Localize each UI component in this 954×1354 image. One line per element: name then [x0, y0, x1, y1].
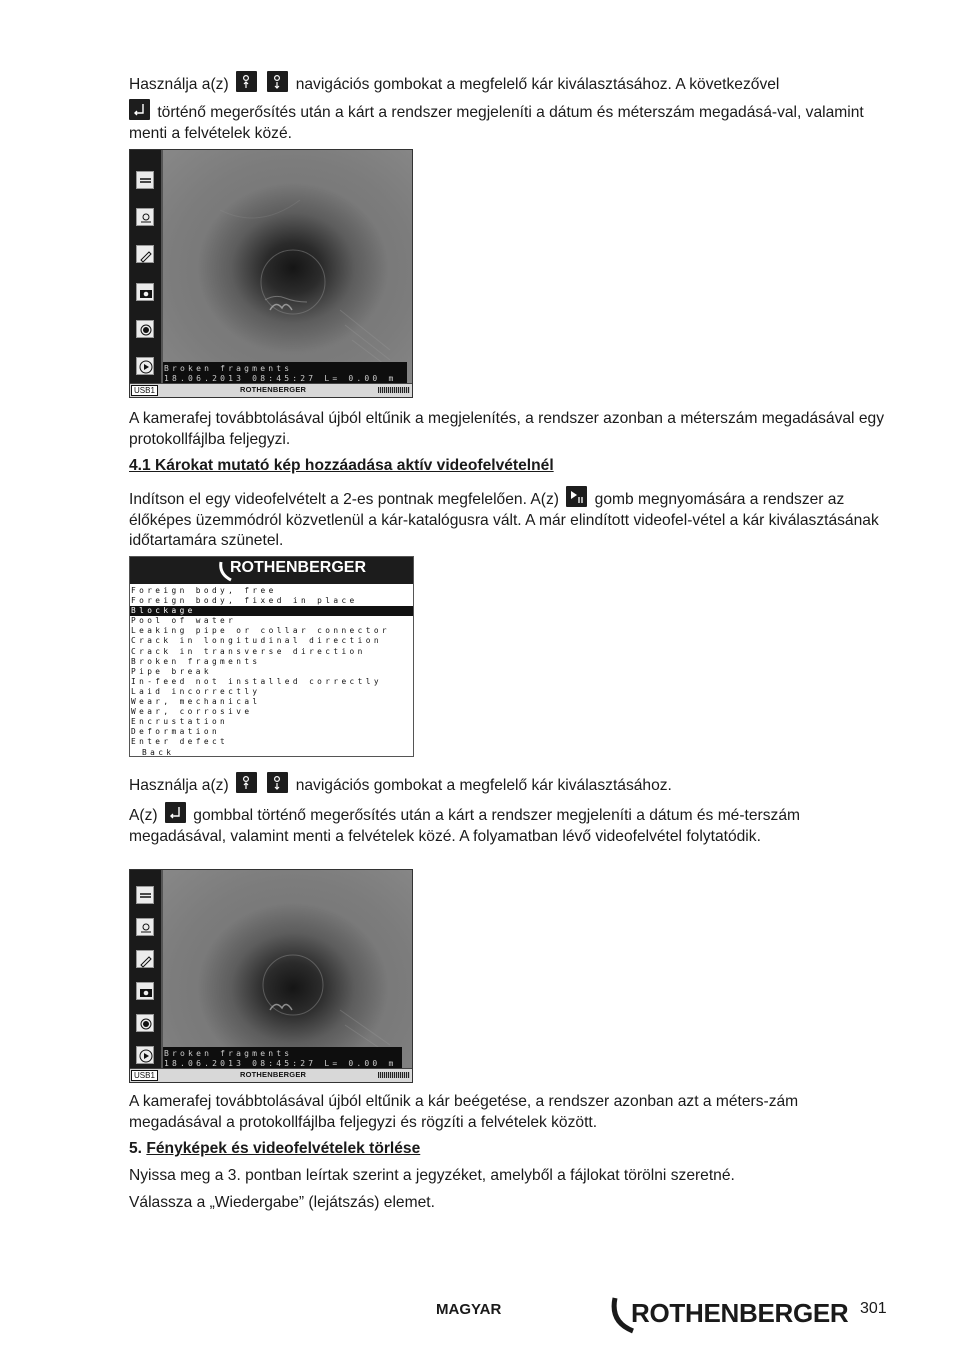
footer-language: MAGYAR	[436, 1301, 502, 1318]
menu-item[interactable]: Foreign body, fixed in place	[131, 596, 358, 606]
settings-icon[interactable]	[136, 886, 154, 904]
pipe-interior	[130, 150, 413, 398]
overlay-info	[163, 1047, 402, 1069]
heading-number: 5.	[129, 1140, 143, 1157]
menu-item[interactable]: Wear, mechanical	[131, 697, 261, 707]
page-number: 301	[860, 1300, 887, 1317]
brand-text: ROTHENBERGER	[631, 1298, 849, 1328]
play-pause-icon	[566, 486, 587, 507]
menu-item[interactable]: Wear, corrosive	[131, 707, 253, 717]
status-bar	[130, 1068, 412, 1082]
menu-item[interactable]: Pool of water	[131, 616, 237, 626]
menu-item[interactable]: Broken fragments	[131, 656, 261, 666]
battery-icon	[378, 1072, 410, 1078]
nav-up-icon	[236, 772, 257, 793]
menu-item[interactable]: Crack in longitudinal direction	[131, 636, 382, 646]
play-icon[interactable]	[136, 357, 154, 375]
menu-item[interactable]: In-feed not installed correctly	[131, 676, 382, 686]
brand-label: ROTHENBERGER	[240, 1070, 307, 1079]
menu-item[interactable]: Deformation	[131, 727, 221, 737]
text: Használja a(z)	[129, 76, 229, 93]
text: történő megerősítés után a kárt a rendszer megjeleníti a dátum és méterszám megadásá-val, valamint menti a felvételek közé.	[129, 104, 864, 142]
heading-text: Fényképek és videofelvételek törlése	[146, 1140, 421, 1157]
heading-5	[129, 1140, 420, 1158]
text: navigációs gombokat a megfelelő kár kiválasztásához.	[295, 777, 672, 794]
light-icon[interactable]	[136, 208, 154, 226]
nav-up-icon	[236, 71, 257, 92]
enter-icon	[165, 802, 186, 823]
camera-icon[interactable]	[136, 283, 154, 301]
text: navigációs gombokat a megfelelő kár kiválasztásához. A következővel	[295, 76, 780, 93]
paragraph-open-list: Nyissa meg a 3. pontban leírtak szerint a jegyzéket, amelyből a fájlokat törölni szeretné.	[129, 1167, 735, 1184]
menu-item[interactable]: Enter defect	[131, 737, 229, 747]
record-icon[interactable]	[136, 320, 154, 338]
date-meter-label: 18.06.2013 08:45:27 L= 0.00 m	[164, 1059, 397, 1068]
usb-indicator: USB1	[131, 1070, 158, 1081]
menu-item[interactable]: Leaking pipe or collar connector	[131, 626, 391, 636]
menu-item[interactable]: Pipe break	[131, 666, 212, 676]
camera-toolbar	[130, 870, 161, 1069]
defect-label: Broken fragments	[164, 1049, 293, 1058]
menu-item[interactable]: Laid incorrectly	[131, 686, 261, 696]
paragraph-nav-instruction	[129, 71, 894, 96]
camera-icon[interactable]	[136, 982, 154, 1000]
settings-icon[interactable]	[136, 171, 154, 189]
defect-label: Broken fragments	[164, 364, 293, 373]
usb-indicator: USB1	[131, 385, 158, 396]
paragraph-protocol: A kamerafej továbbtolásával újból eltűnik a megjelenítés, a rendszer azonban a méterszám megadásával egy protokollfájlba feljegyzi.	[129, 410, 884, 448]
camera-screenshot-1	[129, 149, 413, 398]
text: Indítson el egy videofelvételt a 2-es pontnak megfelelően. A(z)	[129, 491, 559, 508]
play-icon[interactable]	[136, 1046, 154, 1064]
edit-icon[interactable]	[136, 245, 154, 263]
text: gomb megnyomására a rendszer az élőképes üzemmódról közvetlenül a kár-katalógusra vált. A már elindított videofel-vétel a kár kiválasztásának időtartamára szünetel.	[129, 491, 879, 549]
record-icon[interactable]	[136, 1014, 154, 1032]
text: Használja a(z)	[129, 777, 229, 794]
menu-item[interactable]: Encrustation	[131, 717, 229, 727]
paragraph-confirm-2	[129, 802, 894, 847]
battery-icon	[378, 387, 410, 393]
paragraph-nav-instruction-2	[129, 772, 894, 797]
menu-item[interactable]: Blockage	[130, 606, 413, 616]
footer-brand-logo	[609, 1296, 856, 1334]
nav-down-icon	[267, 772, 288, 793]
text: A(z)	[129, 807, 158, 824]
defect-catalogue-screen	[129, 556, 414, 757]
paragraph-start-video	[129, 486, 894, 552]
paragraph-select-playback: Válassza a „Wiedergabe” (lejátszás) elemet.	[129, 1194, 435, 1211]
date-meter-label: 18.06.2013 08:45:27 L= 0.00 m	[164, 374, 397, 383]
light-icon[interactable]	[136, 918, 154, 936]
defect-list	[130, 584, 413, 757]
paragraph-confirm	[129, 99, 894, 144]
menu-item[interactable]: Foreign body, free	[131, 586, 277, 595]
edit-icon[interactable]	[136, 950, 154, 968]
paragraph-burn-in: A kamerafej továbbtolásával újból eltűnik a kár beégetése, a rendszer azonban azt a méters-zám megadásával a protokollfájlba feljegyzi és rögzíti a felvételek között.	[129, 1093, 799, 1131]
menu-item[interactable]: Crack in transverse direction	[131, 646, 366, 656]
nav-down-icon	[267, 71, 288, 92]
menu-header	[130, 557, 413, 584]
camera-screenshot-2	[129, 869, 413, 1083]
heading-4-1: 4.1 Károkat mutató kép hozzáadása aktív videofelvételnél	[129, 457, 554, 474]
text: gombbal történő megerősítés után a kárt a rendszer megjeleníti a dátum és mé-terszám megadásával, valamint menti a felvételek közé. A folyamatban lévő videofelvétel folytatódik.	[129, 807, 800, 845]
brand-logo: ROTHENBERGER	[230, 559, 367, 576]
enter-icon	[129, 99, 150, 120]
camera-toolbar	[130, 150, 161, 384]
status-bar	[130, 383, 412, 397]
menu-back-item[interactable]: Back	[142, 747, 175, 757]
brand-label: ROTHENBERGER	[240, 385, 307, 394]
overlay-info	[163, 362, 407, 384]
